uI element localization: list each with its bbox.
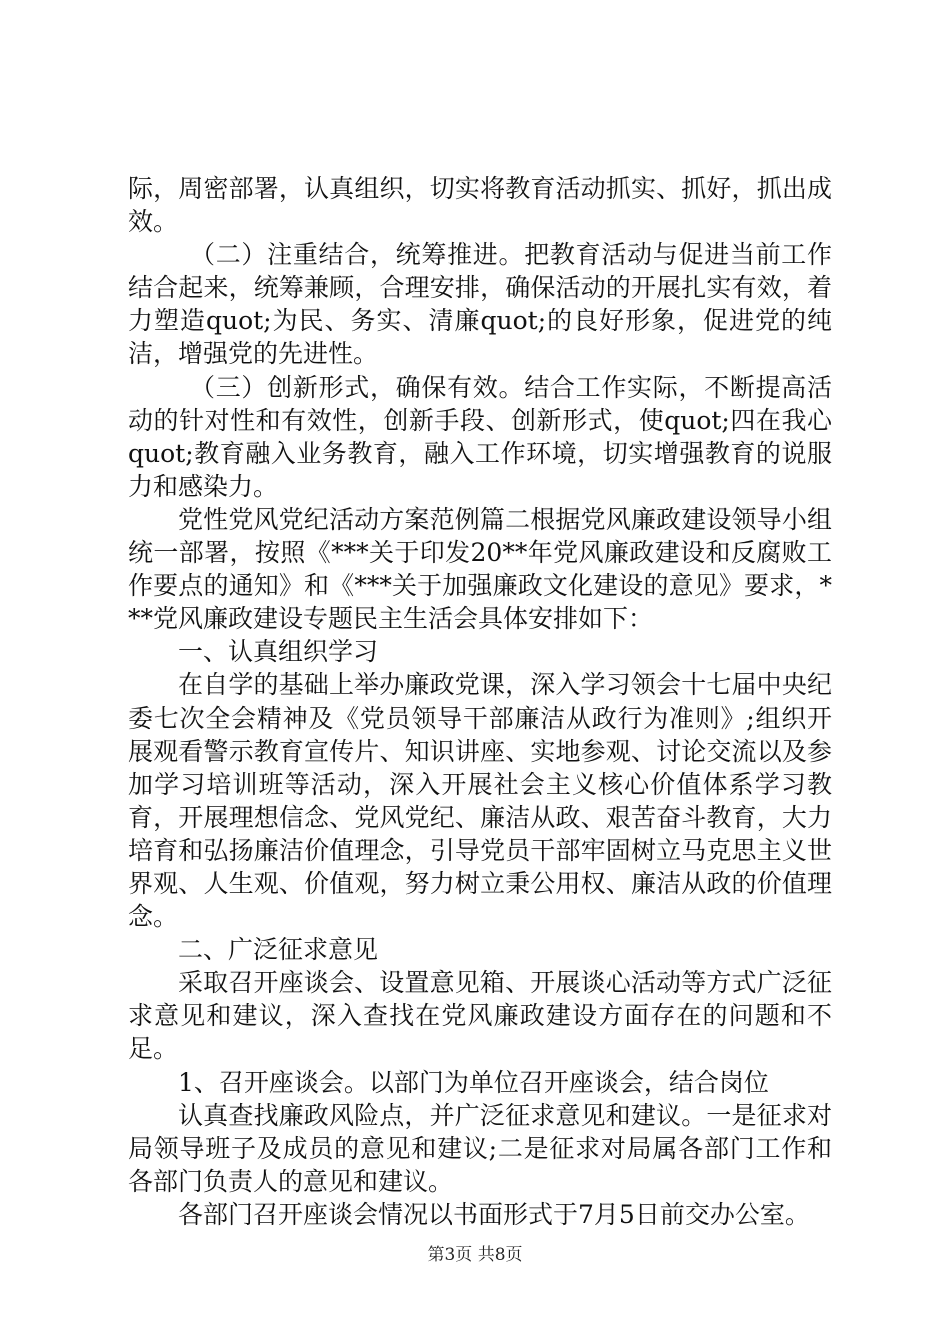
paragraph: 际，周密部署，认真组织，切实将教育活动抓实、抓好，抓出成效。 — [128, 174, 832, 237]
paragraph: 各部门召开座谈会情况以书面形式于7月5日前交办公室。 — [178, 1199, 810, 1229]
paragraph: 党性党风党纪活动方案范例篇二根据党风廉政建设领导小组统一部署，按照《***关于印发20**年党风廉政建设和反腐败工作要点的通知》和《***关于加强廉政文化建设的意见》要求，***党风廉政建设专题民主生活会具体安排如下： — [128, 504, 832, 634]
section-heading: 二、广泛征求意见 — [178, 935, 379, 965]
page-number: 第3页 共8页 — [427, 1245, 523, 1265]
paragraph: （三）创新形式，确保有效。结合工作实际，不断提高活动的针对性和有效性，创新手段、创新形式，使quot;四在我心quot;教育融入业务教育，融入工作环境，切实增强教育的说服力和感染力。 — [128, 372, 832, 501]
paragraph: 采取召开座谈会、设置意见箱、开展谈心活动等方式广泛征求意见和建议，深入查找在党风廉政建设方面存在的问题和不足。 — [128, 968, 832, 1064]
paragraph: 认真查找廉政风险点，并广泛征求意见和建议。一是征求对局领导班子及成员的意见和建议;二是征求对局属各部门工作和各部门负责人的意见和建议。 — [128, 1100, 832, 1196]
paragraph: 1、召开座谈会。以部门为单位召开座谈会，结合岗位 — [178, 1067, 769, 1097]
document-body — [128, 172, 832, 1231]
page-footer — [0, 1240, 950, 1265]
paragraph: 在自学的基础上举办廉政党课，深入学习领会十七届中央纪委七次全会精神及《党员领导干部廉洁从政行为准则》;组织开展观看警示教育宣传片、知识讲座、实地参观、讨论交流以及参加学习培训班等活动，深入开展社会主义核心价值体系学习教育，开展理想信念、党风党纪、廉洁从政、艰苦奋斗教育，大力培育和弘扬廉洁价值理念，引导党员干部牢固树立马克思主义世界观、人生观、价值观，努力树立秉公用权、廉洁从政的价值理念。 — [128, 670, 832, 932]
section-heading: 一、认真组织学习 — [178, 637, 379, 667]
paragraph: （二）注重结合，统筹推进。把教育活动与促进当前工作结合起来，统筹兼顾，合理安排，确保活动的开展扎实有效，着力塑造quot;为民、务实、清廉quot;的良好形象，促进党的纯洁，增强党的先进性。 — [128, 240, 832, 369]
